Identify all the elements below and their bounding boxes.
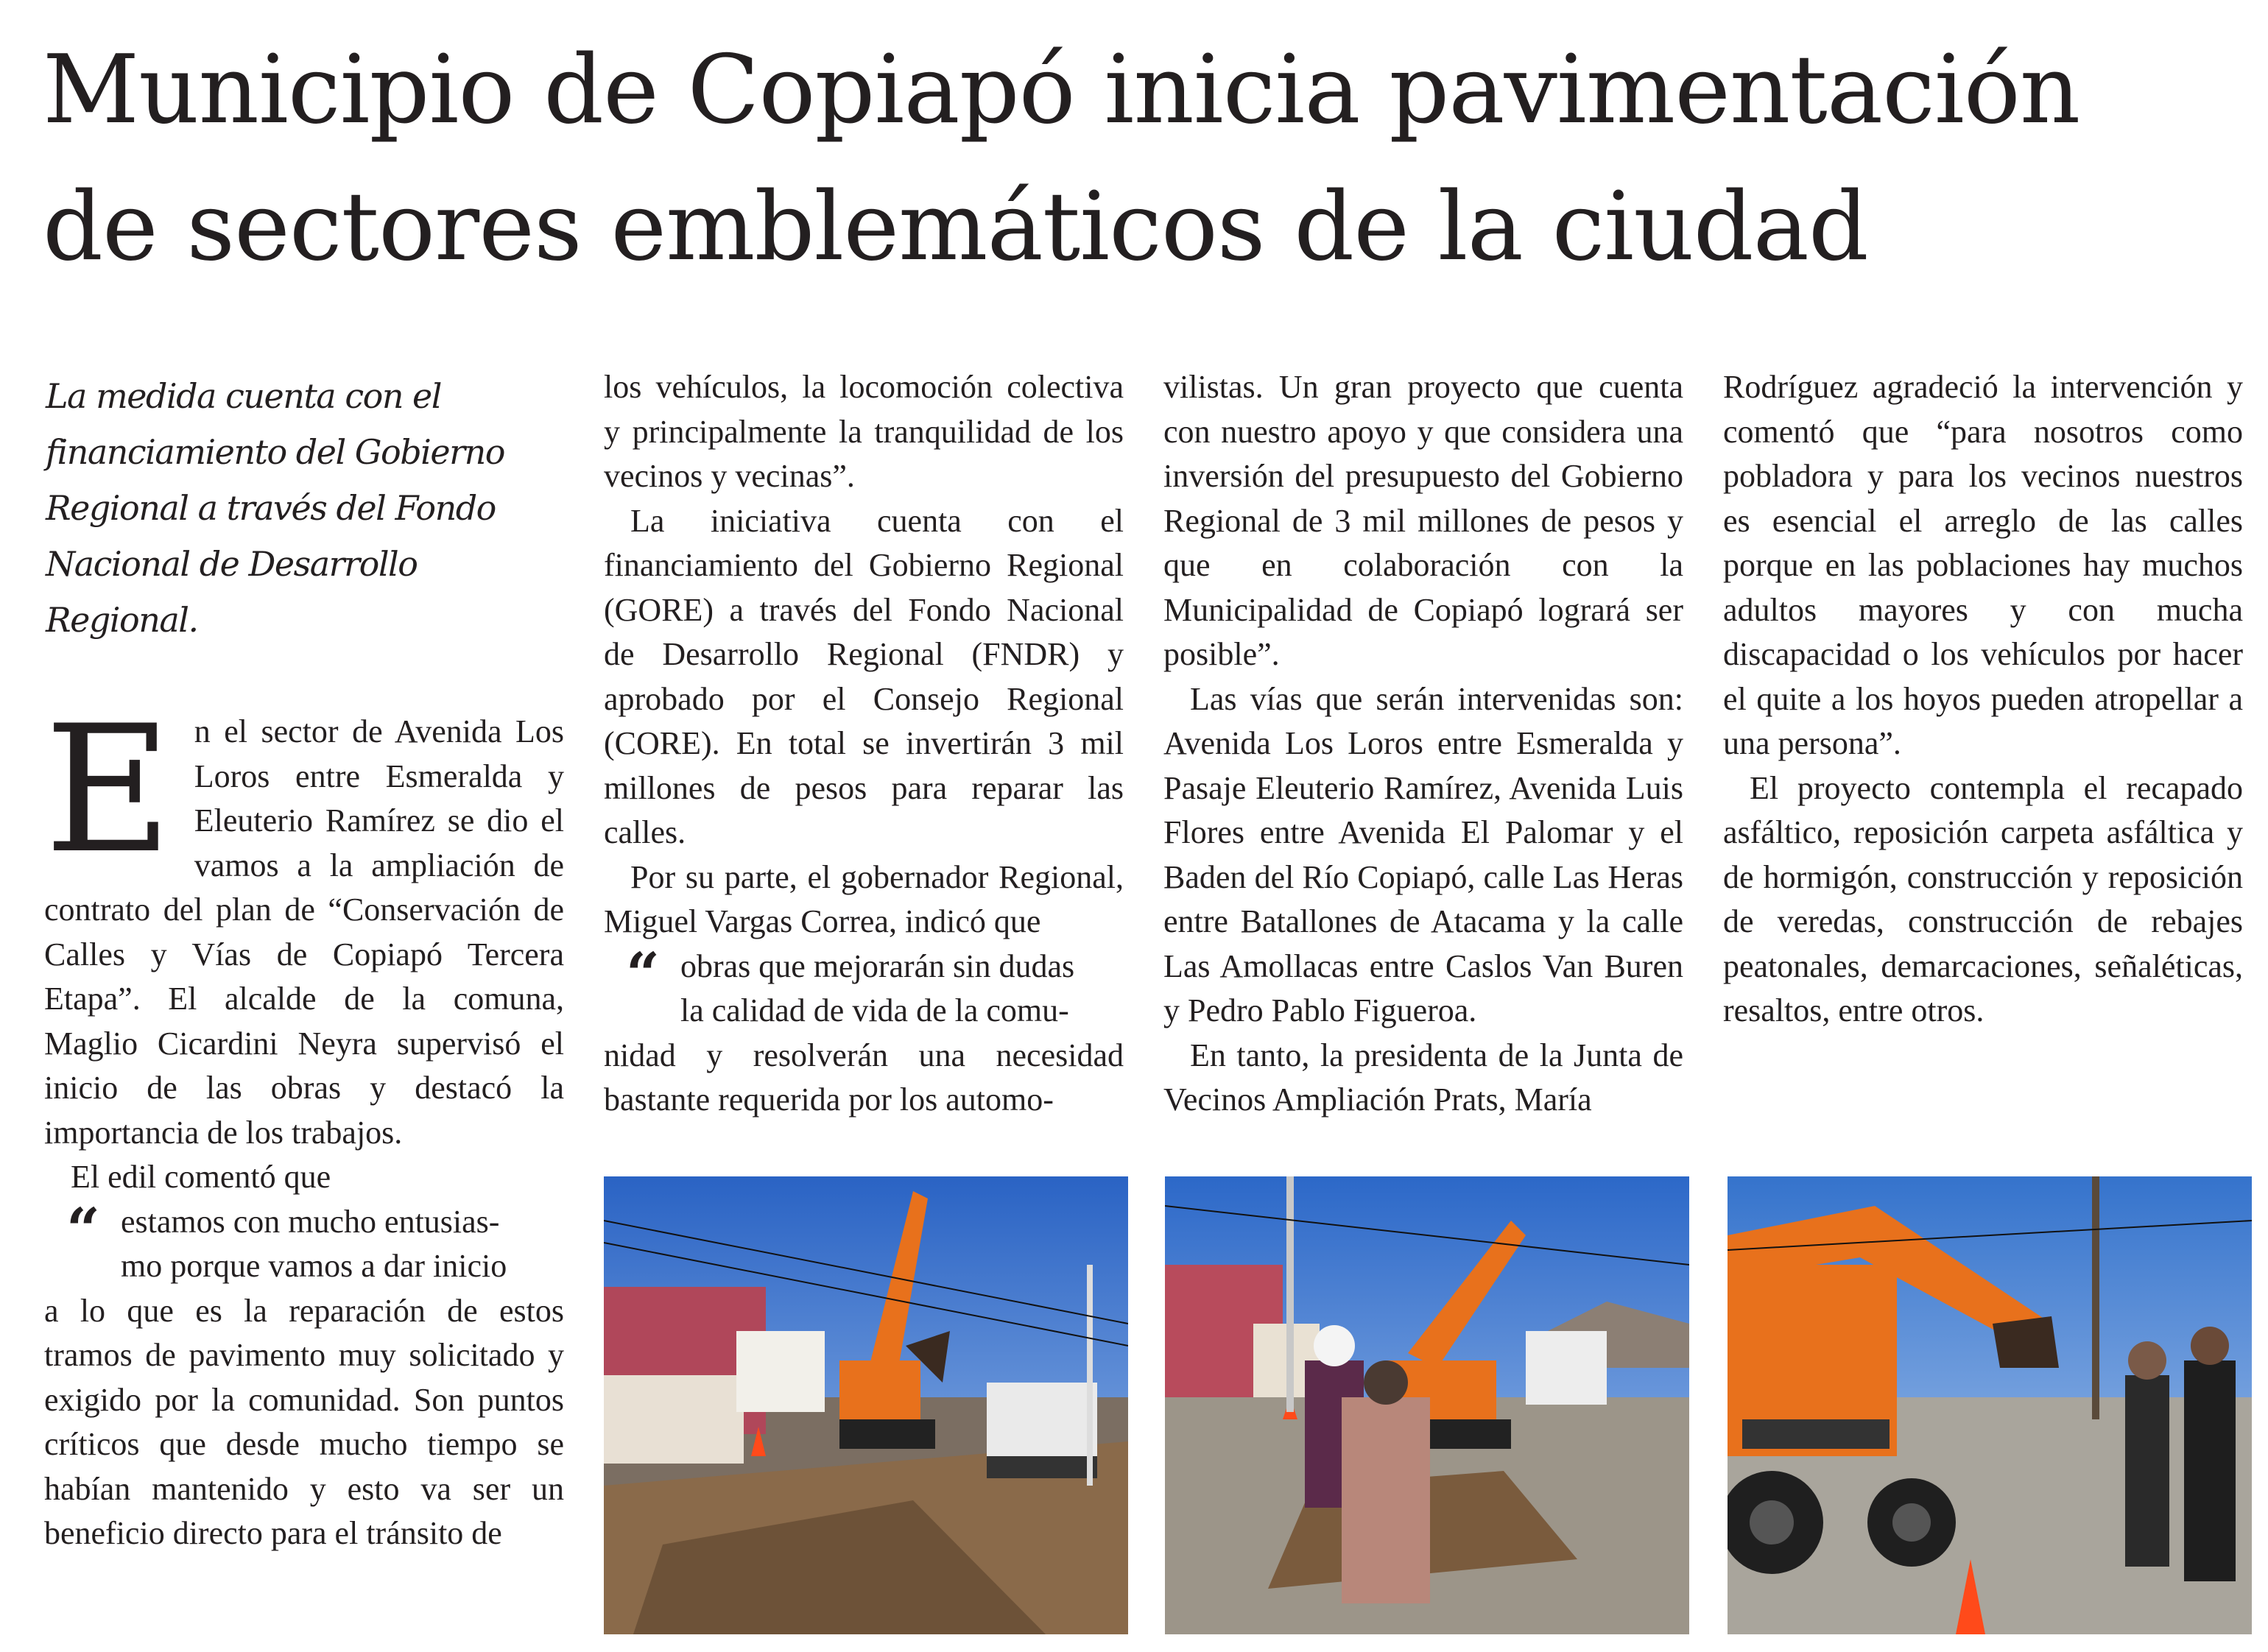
photo-excavator-street-image [604,1176,1128,1634]
photo-excavator-closeup-image [1728,1176,2252,1634]
article-column-3 [1163,365,1683,1123]
col2-quote-line-2: la calidad de vida de la comu- [680,992,1069,1028]
quote-mark-icon: “ [66,1194,101,1264]
col3-paragraph-2: Las vías que serán intervenidas son: Avenida Los Loros entre Esmeralda y Pasaje Eleuterio Ramírez, Avenida Luis Flores entre Avenida El Palomar y el Baden del Río Copiapó, calle Las Heras entre Batallones de Atacama y la calle Las Amollacas entre Caslos Van Buren y Pedro Pablo Figueroa. [1163,680,1683,1028]
col1-quote-line-1: estamos con mucho entusias- [121,1203,500,1240]
headline [43,22,2237,296]
col2-quote-rest: nidad y resolverán una necesidad bastante requerida por los automo- [604,1037,1124,1118]
col1-quote-line-2: mo porque vamos a dar inicio [121,1248,507,1284]
headline-line-1: Municipio de Copiapó inicia pavimentación [43,35,2080,145]
col3-paragraph-1: vilistas. Un gran proyecto que cuenta con nuestro apoyo y que considera una inversión del presupuesto del Gobierno Regional de 3 mil millones de pesos y que en colaboración con la Municipalidad de Copiapó logrará ser posible”. [1163,369,1683,672]
col1-paragraph-1: n el sector de Avenida Los Loros entre Esmeralda y Eleuterio Ramírez se dio el vamos a la ampliación de contrato del plan de “Conservación de Calles y Vías de Copiapó Tercera Etapa”. El alcalde de la comuna, Maglio Cicardini Neyra supervisó el inicio de las obras y destacó la importancia de los trabajos. [44,713,564,1151]
col2-paragraph-1: los vehículos, la locomoción colectiva y principalmente la tranquilidad de los vecinos y vecinas”. [604,369,1124,494]
article-column-2 [604,365,1124,1123]
col2-quote [604,939,1124,1123]
article-column-1 [44,688,564,1556]
photo-excavator-closeup [1728,1176,2252,1634]
col2-quote-line-1: obras que mejorarán sin dudas [680,947,1075,984]
photo-officials-site-visit [1165,1176,1689,1634]
col4-paragraph-1: Rodríguez agradeció la intervención y comentó que “para nosotros como pobladora y para los vecinos nuestros es esencial el arreglo de las calles porque en las poblaciones hay muchos adultos mayores y con mucha discapacidad o los vehículos por hacer el quite a los hoyos pueden atropellar a una persona”. [1723,369,2243,761]
headline-line-2: de sectores emblemáticos de la ciudad [43,172,1868,282]
col2-paragraph-3: Por su parte, el gobernador Regional, Miguel Vargas Correa, indicó que [604,858,1124,939]
col1-quote [44,1194,564,1556]
col1-paragraph-2: El edil comentó que [71,1159,331,1195]
photo-officials-site-visit-image [1165,1176,1689,1634]
lead-subtitle: La medida cuenta con el financiamiento del Gobierno Regional a través del Fondo Nacional de Desarrollo Regional. [46,376,504,640]
photo-excavator-street [604,1176,1128,1634]
article-column-4 [1723,365,2243,1034]
drop-cap: E [44,688,172,892]
col3-paragraph-3: En tanto, la presidenta de la Junta de Vecinos Ampliación Prats, María [1163,1037,1683,1118]
col4-paragraph-2: El proyecto contempla el recapado asfáltico, reposición carpeta asfáltica y de hormigón, construcción y reposición de veredas, construcción de rebajes peatonales, demarcaciones, señaléticas, resaltos, entre otros. [1723,769,2243,1028]
quote-mark-icon: “ [626,939,661,1009]
col2-paragraph-2: La iniciativa cuenta con el financiamiento del Gobierno Regional (GORE) a través del Fondo Nacional de Desarrollo Regional (FNDR) y aprobado por el Consejo Regional (CORE). En total se invertirán 3 mil millones de pesos para reparar las calles. [604,502,1124,850]
col1-quote-rest: a lo que es la reparación de estos tramos de pavimento muy solicitado y exigido por la comunidad. Son puntos críticos que desde mucho tiempo se habían mantenido y esto va ser un beneficio directo para el tránsito de [44,1292,564,1551]
